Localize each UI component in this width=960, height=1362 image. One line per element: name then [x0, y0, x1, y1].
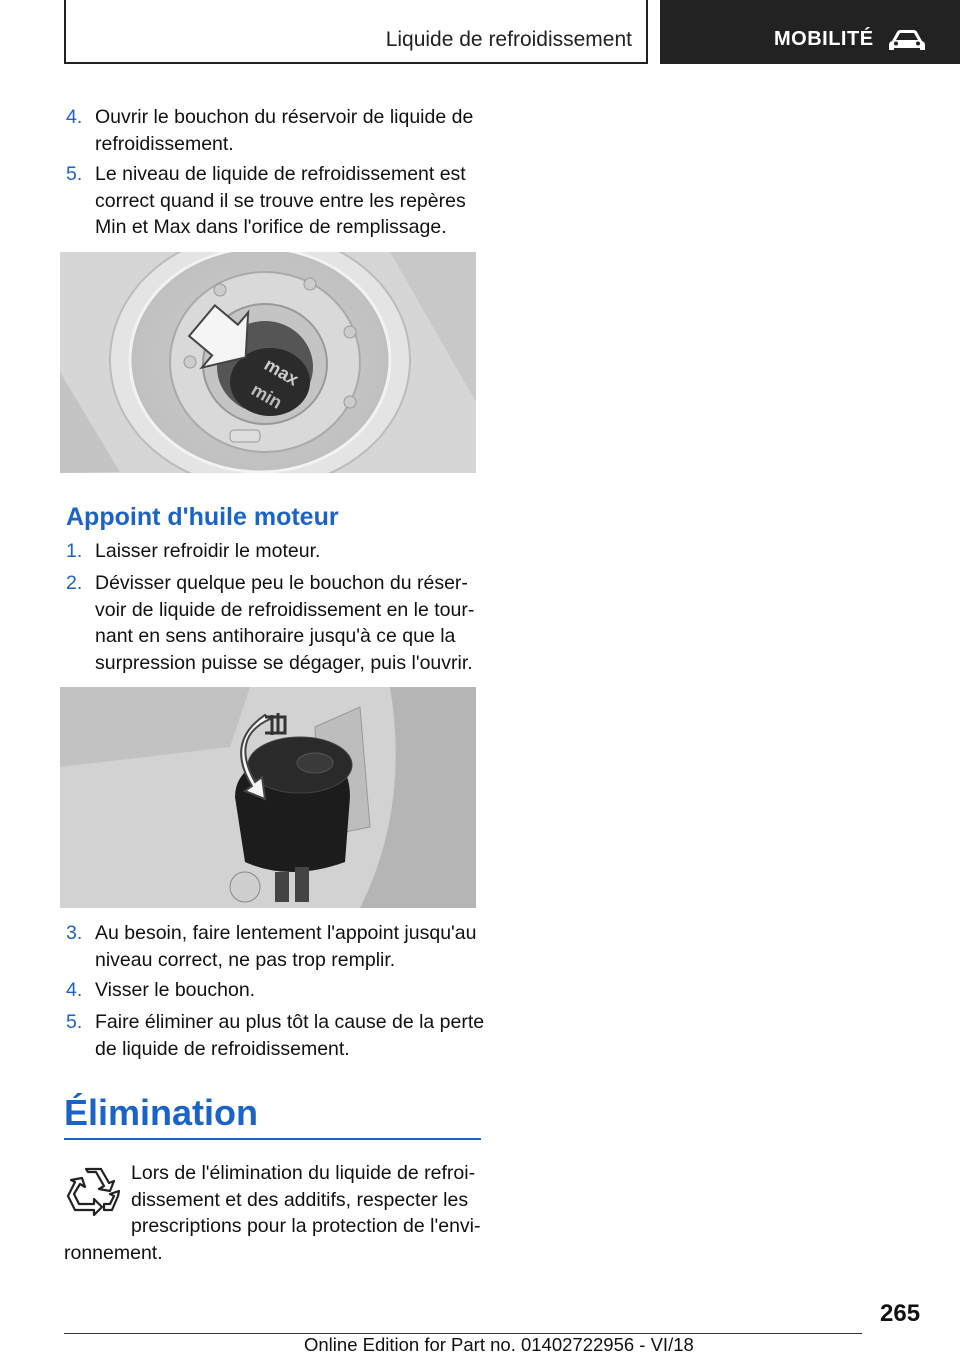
figure-reservoir-cap — [60, 687, 476, 908]
min-label: min — [247, 379, 286, 413]
step-text: Visser le bouchon. — [95, 979, 256, 1001]
section-title: MOBILITÉ — [774, 28, 874, 50]
notice-line: prescriptions pour la protection de l'envi- — [131, 1215, 481, 1237]
car-icon — [888, 28, 926, 54]
step-number: 5. — [66, 163, 83, 185]
step-text: Le niveau de liquide de refroidissement est correct quand il se trouve entre les repères Min et Max dans l'orifice de remplissage. — [95, 163, 466, 238]
figure-coolant-filler — [60, 252, 476, 473]
notice-line: ronnement. — [64, 1241, 163, 1264]
heading-divider — [64, 1138, 481, 1140]
chapter-heading: Élimination — [64, 1092, 259, 1133]
step-number: 5. — [66, 1011, 83, 1033]
chapter-title: Liquide de refroidissement — [385, 28, 632, 51]
step-text: Ouvrir le bouchon du réservoir de liquide de refroidissement. — [95, 106, 474, 155]
notice-line: Lors de l'élimination du liquide de refroi- — [131, 1162, 476, 1184]
header-title-box — [64, 0, 648, 64]
step-text: Faire éliminer au plus tôt la cause de la perte de liquide de refroidissement. — [95, 1011, 485, 1060]
step-number: 4. — [66, 106, 83, 128]
step-number: 1. — [66, 540, 83, 562]
step-number: 2. — [66, 572, 83, 594]
header-section-box — [660, 0, 960, 64]
step-text: Laisser refroidir le moteur. — [95, 540, 321, 562]
reservoir-cap-illustration — [60, 687, 476, 908]
section-heading: Appoint d'huile moteur — [66, 503, 339, 531]
notice-line: dissement et des additifs, respecter les — [131, 1188, 469, 1211]
step-text: Dévisser quelque peu le bouchon du réser- voir de liquide de refroidissement en le tour- nant en sens antihoraire jusqu'à ce que la surpression puisse se dégager, puis l'ouvrir. — [95, 572, 475, 674]
page-number: 265 — [880, 1300, 921, 1327]
max-label: max — [260, 354, 303, 390]
coolant-filler-illustration — [60, 252, 476, 473]
recycling-notice — [64, 1160, 484, 1266]
step-text: Au besoin, faire lentement l'appoint jusqu'au niveau correct, ne pas trop remplir. — [95, 922, 477, 971]
step-number: 4. — [66, 979, 83, 1001]
footer-edition: Online Edition for Part no. 01402722956 - VI/18 — [304, 1334, 694, 1355]
step-number: 3. — [66, 922, 83, 944]
